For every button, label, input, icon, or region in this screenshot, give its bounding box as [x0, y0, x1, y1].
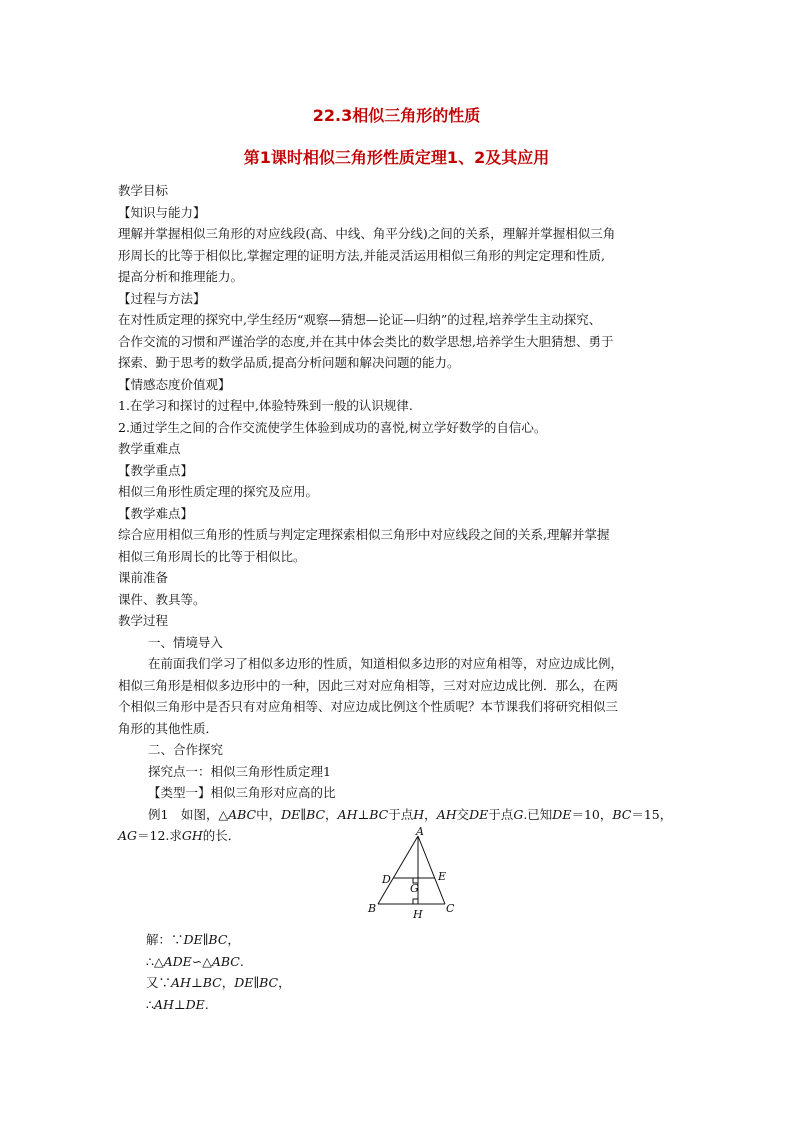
example-text: ， — [325, 806, 338, 822]
solution-text: 解：∵ — [146, 932, 184, 947]
solution-line — [146, 951, 291, 973]
example-text: 于点 — [388, 806, 414, 822]
math-expr: AH⊥DE — [153, 996, 205, 1012]
heading-preparation: 课前准备 — [118, 570, 169, 585]
heading-key-points: 【教学重点】 — [118, 462, 194, 478]
heading-difficulties: 【教学难点】 — [118, 505, 194, 521]
example-text: ＝12.求 — [137, 828, 182, 843]
list-item: 2.通过学生之间的合作交流使学生体验到成功的喜悦,树立学好数学的自信心。 — [118, 419, 547, 435]
example-text: ＝15， — [631, 806, 673, 822]
math-var: DE — [552, 806, 572, 822]
label-c: C — [446, 902, 455, 915]
triangle-figure — [360, 826, 460, 922]
math-var: BC — [369, 806, 389, 822]
document-title: 22.3相似三角形的性质 — [312, 106, 481, 125]
example-text: 的长． — [202, 828, 241, 843]
label-e: E — [438, 870, 447, 883]
example-text: .已知 — [523, 806, 553, 822]
heading-key-difficulty: 教学重难点 — [118, 441, 181, 456]
solution-text: ， — [227, 932, 240, 947]
heading-emotion-values: 【情感态度价值观】 — [118, 376, 231, 392]
type-1-heading: 【类型一】相似三角形对应高的比 — [148, 785, 336, 800]
paragraph-line: 在前面我们学习了相似多边形的性质，知道相似多边形的对应角相等，对应边成比例， — [148, 656, 624, 671]
math-expr: ABC — [211, 953, 240, 969]
paragraph-line: 课件、教具等。 — [118, 591, 206, 607]
right-angle-mark — [413, 899, 418, 904]
math-var: AH — [337, 806, 358, 822]
paragraph-line: 个相似三角形中是否只有对应角相等、对应边成比例这个性质呢？本节课我们将研究相似三 — [118, 699, 619, 714]
section-situation-intro: 一、情境导入 — [148, 634, 224, 650]
solution-text: ∴ — [146, 996, 154, 1012]
paragraph-line: 合作交流的习惯和严谨治学的态度,并在其中体会类比的数学思想,培养学生大胆猜想、勇于 — [118, 333, 614, 349]
paragraph-line: 相似三角形周长的比等于相似比。 — [118, 548, 306, 564]
solution-text: . — [204, 996, 209, 1012]
example-text: 如图，△ — [180, 806, 229, 822]
example-label: 例1 — [148, 806, 169, 822]
solution-text: ∽△ — [191, 953, 212, 969]
example-text: 中， — [256, 806, 282, 822]
solution-text: ， — [278, 975, 291, 990]
paragraph-line: 理解并掌握相似三角形的对应线段(高、中线、角平分线)之间的关系，理解并掌握相似三角 — [118, 226, 616, 241]
math-expr: ADE — [163, 953, 192, 969]
heading-process-method: 【过程与方法】 — [118, 290, 206, 306]
heading-teaching-process: 教学过程 — [118, 613, 169, 628]
paragraph-line: 角形的其他性质． — [118, 720, 219, 736]
math-var: GH — [181, 828, 203, 843]
list-item: 1.在学习和探讨的过程中,体验特殊到一般的认识规律. — [118, 398, 413, 413]
solution-line — [146, 929, 291, 951]
example-1-line-1 — [118, 804, 678, 826]
solution-text: . — [239, 953, 244, 969]
paragraph-line: 在对性质定理的探究中,学生经历“观察—猜想—论证—归纳”的过程,培养学生主动探究、 — [118, 312, 602, 327]
math-expr: AH⊥BC — [171, 975, 222, 990]
label-d: D — [382, 873, 391, 886]
label-b: B — [368, 902, 377, 915]
paragraph-line: 相似三角形性质定理的探究及应用。 — [118, 484, 319, 499]
math-symbol: ⊥ — [357, 806, 370, 822]
heading-teaching-goals: 教学目标 — [118, 183, 169, 198]
label-h: H — [413, 908, 423, 921]
math-var: BC — [612, 806, 632, 822]
solution-line — [146, 972, 291, 994]
section-cooperative-explore: 二、合作探究 — [148, 742, 224, 757]
math-var: BC — [306, 806, 326, 822]
paragraph-line: 形周长的比等于相似比,掌握定理的证明方法,并能灵活运用相似三角形的判定定理和性质, — [118, 247, 605, 263]
solution-block — [146, 929, 291, 1015]
example-text: 于点 — [488, 806, 514, 822]
math-var: G — [513, 806, 524, 822]
example-text: ＝10， — [571, 806, 613, 822]
label-g: G — [410, 882, 419, 895]
solution-text: 又∵ — [146, 975, 172, 990]
paragraph-line: 相似三角形是相似多边形中的一种，因此三对对应角相等，三对对应边成比例．那么，在两 — [118, 677, 619, 693]
math-var: AH — [436, 806, 457, 822]
math-var: DE — [281, 806, 301, 822]
math-symbol: ∥ — [300, 806, 307, 822]
example-text: ， — [424, 806, 437, 822]
document-body — [118, 180, 678, 847]
math-var: DE — [469, 806, 489, 822]
heading-knowledge-ability: 【知识与能力】 — [118, 204, 206, 220]
label-a: A — [416, 826, 424, 838]
math-expr: DE∥BC — [183, 932, 228, 947]
math-expr: DE∥BC — [234, 975, 279, 990]
math-var: H — [413, 806, 425, 822]
solution-text: ∴△ — [146, 953, 164, 969]
example-text: 交 — [456, 806, 470, 822]
math-var: AG — [118, 828, 138, 843]
paragraph-line: 提高分析和推理能力。 — [118, 269, 244, 284]
paragraph-line: 综合应用相似三角形的性质与判定定理探索相似三角形中对应线段之间的关系,理解并掌握 — [118, 527, 610, 542]
solution-line — [146, 994, 291, 1016]
math-var: ABC — [228, 806, 257, 822]
solution-text: ， — [221, 975, 235, 990]
lesson-subtitle: 第1课时相似三角形性质定理1、2及其应用 — [243, 148, 550, 167]
paragraph-line: 探索、勤于思考的数学品质,提高分析问题和解决问题的能力。 — [118, 355, 460, 370]
explore-point-1: 探究点一：相似三角形性质定理1 — [148, 763, 331, 779]
